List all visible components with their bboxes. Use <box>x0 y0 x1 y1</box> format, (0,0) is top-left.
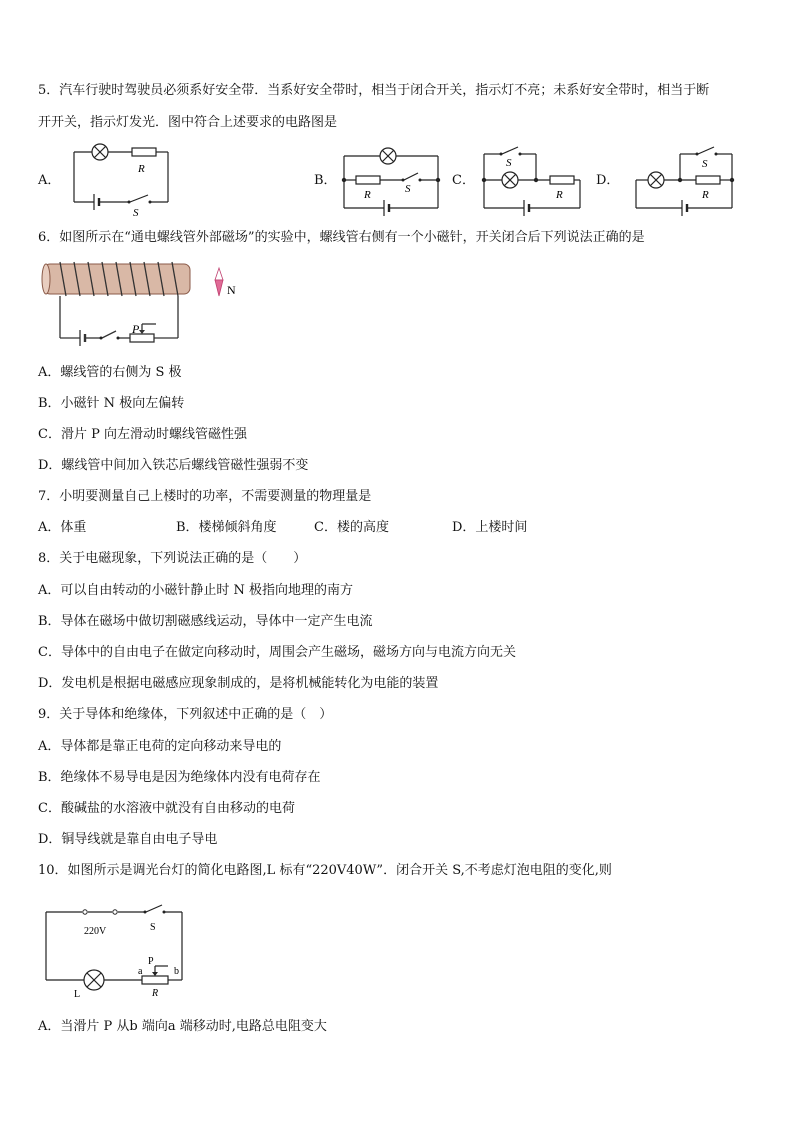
q8-option-c: C．导体中的自由电子在做定向移动时，周围会产生磁场，磁场方向与电流方向无关 <box>38 645 516 660</box>
q7-option-b: B．楼梯倾斜角度 <box>176 520 277 535</box>
q5-option-d-label: D． <box>596 173 620 188</box>
q10-circuit-figure <box>38 898 202 1002</box>
q10-slider-p-label: P <box>148 956 154 967</box>
q7-option-a: A．体重 <box>38 520 87 535</box>
q5-option-c-label: C． <box>452 173 475 188</box>
q6-option-b: B．小磁针 N 极向左偏转 <box>38 396 185 411</box>
q6-needle-n-label: N <box>227 283 236 297</box>
q7-stem: 7．小明要测量自己上楼时的功率，不需要测量的物理量是 <box>38 489 372 504</box>
q6-option-d: D．螺线管中间加入铁芯后螺线管磁性强弱不变 <box>38 458 309 473</box>
q6-solenoid-figure <box>38 258 260 352</box>
q5-circuit-d <box>630 140 740 220</box>
q10-lamp-l-label: L <box>74 989 81 1000</box>
q8-option-a: A．可以自由转动的小磁针静止时 N 极指向地理的南方 <box>38 583 354 598</box>
q5-stem-line2: 开开关，指示灯发光．图中符合上述要求的电路图是 <box>38 115 338 130</box>
q5-circuit-a <box>66 140 178 220</box>
q9-option-c: C．酸碱盐的水溶液中就没有自由移动的电荷 <box>38 801 295 816</box>
q7-option-d: D．上楼时间 <box>452 520 528 535</box>
q9-option-b: B．绝缘体不易导电是因为绝缘体内没有电荷存在 <box>38 770 321 785</box>
q9-option-d: D．铜导线就是靠自由电子导电 <box>38 832 218 847</box>
q6-option-c: C．滑片 P 向左滑动时螺线管磁性强 <box>38 427 247 442</box>
q5-circuit-b <box>338 140 446 220</box>
q6-option-a: A．螺线管的右侧为 S 极 <box>38 365 182 380</box>
q5-a-r-label: R <box>138 163 145 175</box>
q10-end-a-label: a <box>138 966 143 977</box>
q9-option-a: A．导体都是靠正电荷的定向移动来导电的 <box>38 739 282 754</box>
q8-option-b: B．导体在磁场中做切割磁感线运动，导体中一定产生电流 <box>38 614 373 629</box>
q5-stem-line1: 5．汽车行驶时驾驶员必须系好安全带．当系好安全带时，相当于闭合开关，指示灯不亮；未系好安全带时，相当于断 <box>38 83 710 98</box>
q5-d-s-label: S <box>702 158 708 170</box>
q10-resistor-r-label: R <box>152 988 159 999</box>
q5-c-r-label: R <box>556 189 563 201</box>
q10-switch-s-label: S <box>150 922 156 933</box>
q5-circuit-c <box>476 140 588 220</box>
q5-b-s-label: S <box>405 183 411 195</box>
q8-option-d: D．发电机是根据电磁感应现象制成的，是将机械能转化为电能的装置 <box>38 676 439 691</box>
q10-option-a: A．当滑片 P 从b 端向a 端移动时,电路总电阻变大 <box>38 1019 327 1034</box>
q5-option-b-label: B． <box>314 173 337 188</box>
q5-option-a-label: A． <box>38 173 61 188</box>
q9-stem: 9．关于导体和绝缘体，下列叙述中正确的是（ ） <box>38 707 333 722</box>
q6-slider-p-label: P <box>132 322 140 336</box>
q8-stem: 8．关于电磁现象，下列说法正确的是（ ） <box>38 551 307 566</box>
q5-b-r-label: R <box>364 189 371 201</box>
q10-stem: 10．如图所示是调光台灯的简化电路图,L 标有“220V40W”．闭合开关 S,不考虑灯泡电阻的变化,则 <box>38 863 612 878</box>
q10-voltage-label: 220V <box>84 926 107 937</box>
q7-option-c: C．楼的高度 <box>314 520 389 535</box>
q5-a-s-label: S <box>133 207 139 219</box>
q10-end-b-label: b <box>174 966 179 977</box>
q5-d-r-label: R <box>702 189 709 201</box>
q6-stem: 6．如图所示在“通电螺线管外部磁场”的实验中，螺线管右侧有一个小磁针，开关闭合后下列说法正确的是 <box>38 230 645 245</box>
q5-c-s-label: S <box>506 157 512 169</box>
